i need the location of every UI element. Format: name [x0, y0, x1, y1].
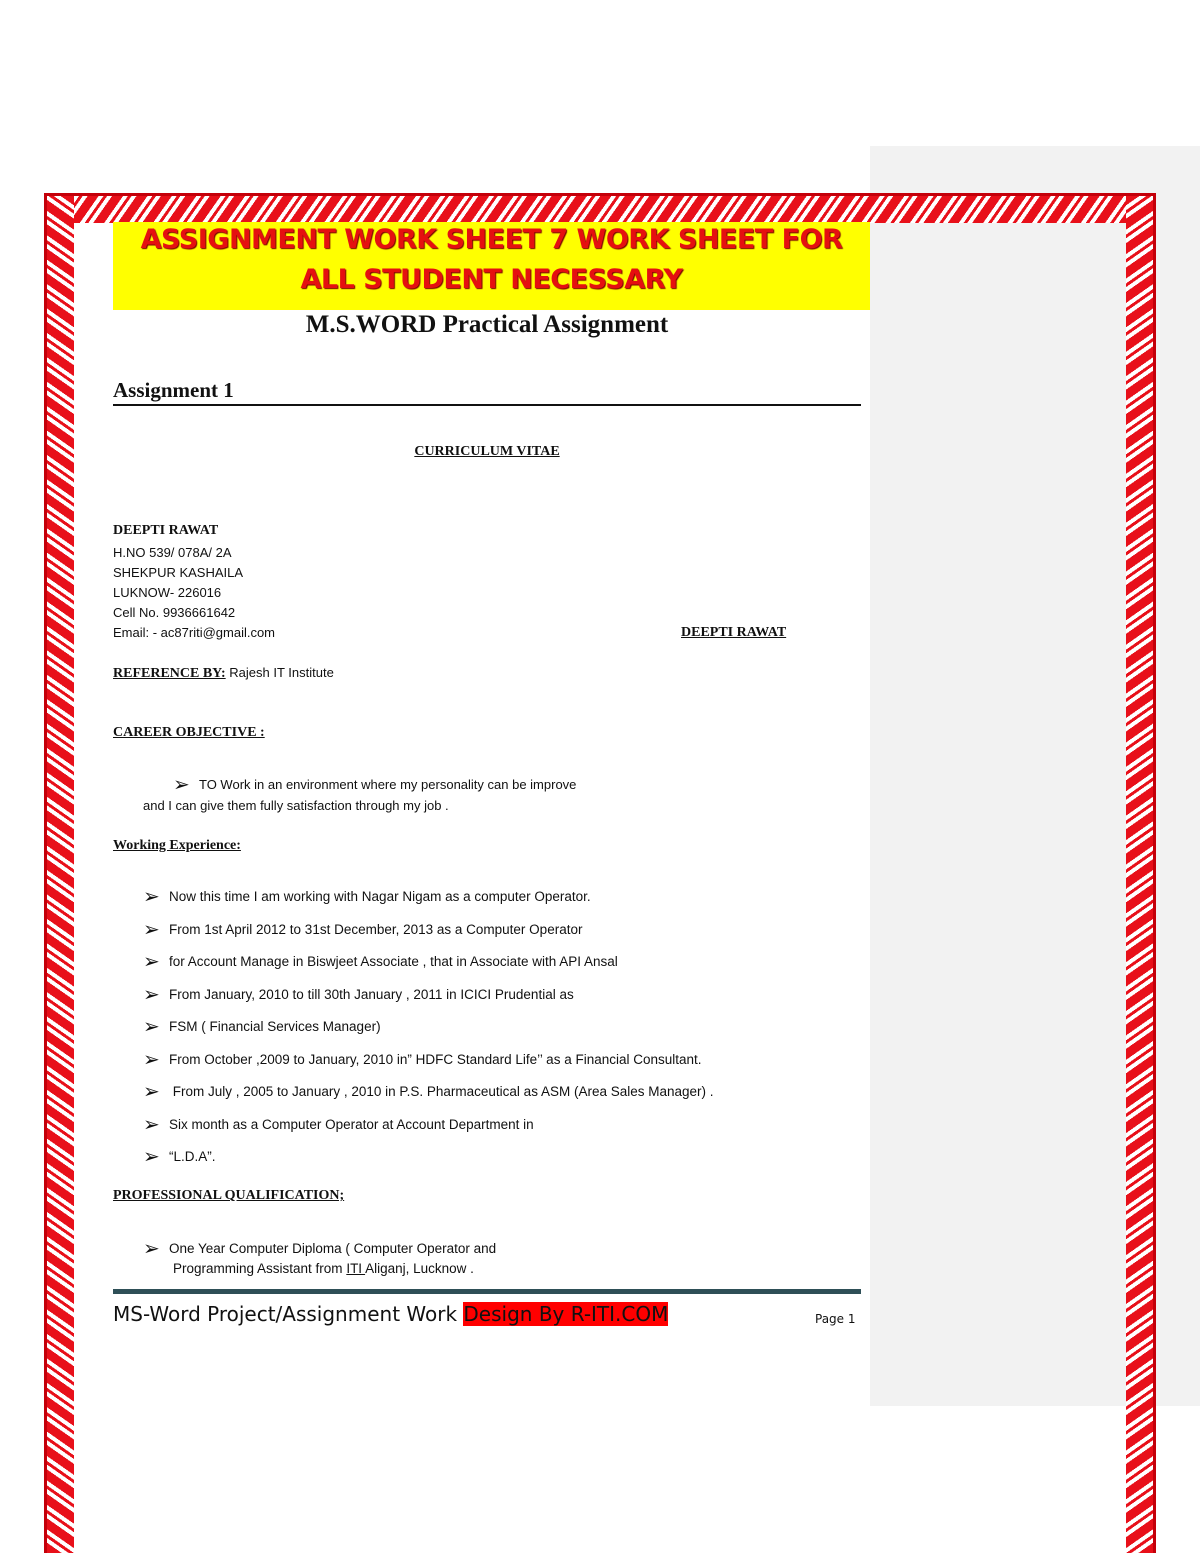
- page-number: Page 1: [815, 1312, 856, 1326]
- reference-label: REFERENCE BY:: [113, 666, 226, 681]
- arrow-bullet-icon: ➢: [143, 982, 160, 1006]
- page-border-edge-top: [44, 193, 1156, 196]
- banner-line-2: ALL STUDENT NECESSARY: [300, 264, 683, 295]
- list-item: [143, 917, 582, 941]
- list-item: [143, 1079, 714, 1103]
- address-line: H.NO 539/ 078A/ 2A: [113, 545, 232, 560]
- footer: [113, 1302, 668, 1326]
- list-item-text: for Account Manage in Biswjeet Associate , that in Associate with API Ansal: [169, 954, 618, 969]
- list-item: [143, 1236, 496, 1260]
- list-item-text: “L.D.A”.: [169, 1149, 216, 1164]
- arrow-bullet-icon: ➢: [173, 772, 190, 796]
- banner-line-1: ASSIGNMENT WORK SHEET 7 WORK SHEET FOR: [140, 224, 843, 255]
- arrow-bullet-icon: ➢: [143, 1112, 160, 1136]
- list-item-text: From October ,2009 to January, 2010 in” HDFC Standard Life’’ as a Financial Consultant.: [169, 1052, 702, 1067]
- footer-rule: [113, 1289, 861, 1294]
- list-item-text: FSM ( Financial Services Manager): [169, 1019, 381, 1034]
- list-item: [143, 884, 591, 908]
- list-item: [143, 1014, 381, 1038]
- list-item-text: Now this time I am working with Nagar Nigam as a computer Operator.: [169, 889, 591, 904]
- page-subtitle: M.S.WORD Practical Assignment: [305, 311, 669, 338]
- assignment-heading: Assignment 1: [113, 378, 861, 406]
- list-item-text: From July , 2005 to January , 2010 in P.S. Pharmaceutical as ASM (Area Sales Manager) .: [169, 1084, 714, 1099]
- email-line: Email: - ac87riti@gmail.com: [113, 625, 276, 640]
- working-experience-heading: Working Experience:: [113, 838, 241, 853]
- career-objective-heading: CAREER OBJECTIVE :: [113, 725, 265, 740]
- list-item: [143, 1144, 216, 1168]
- page-border-left: [46, 195, 74, 1553]
- arrow-bullet-icon: ➢: [143, 1236, 160, 1260]
- cv-title: CURRICULUM VITAE: [414, 444, 560, 459]
- address-line: LUKNOW- 226016: [113, 585, 222, 600]
- list-item: [143, 1047, 702, 1071]
- title-banner: [113, 222, 870, 310]
- arrow-bullet-icon: ➢: [143, 1014, 160, 1038]
- arrow-bullet-icon: ➢: [143, 949, 160, 973]
- arrow-bullet-icon: ➢: [143, 1079, 160, 1103]
- cell-number: Cell No. 9936661642: [113, 605, 236, 620]
- qualification-text-end: Aliganj, Lucknow .: [365, 1261, 474, 1276]
- list-item: [143, 949, 618, 973]
- arrow-bullet-icon: ➢: [143, 917, 160, 941]
- address-line: SHEKPUR KASHAILA: [113, 565, 244, 580]
- career-line-1: [173, 772, 576, 796]
- reference-value: Rajesh IT Institute: [225, 665, 334, 680]
- reference-row: [113, 665, 334, 682]
- career-text-1: TO Work in an environment where my personality can be improve: [199, 777, 577, 792]
- candidate-name: DEEPTI RAWAT: [113, 523, 219, 538]
- list-item-text: One Year Computer Diploma ( Computer Operator and: [169, 1241, 497, 1256]
- arrow-bullet-icon: ➢: [143, 1047, 160, 1071]
- career-text-2: and I can give them fully satisfaction through my job .: [143, 798, 449, 813]
- list-item-text: Six month as a Computer Operator at Account Department in: [169, 1117, 534, 1132]
- qualification-line-2: [173, 1261, 474, 1276]
- qualification-text: Programming Assistant from: [173, 1261, 347, 1276]
- arrow-bullet-icon: ➢: [143, 1144, 160, 1168]
- page-border-top: [46, 195, 1154, 223]
- list-item: [143, 1112, 534, 1136]
- list-item-text: From 1st April 2012 to 31st December, 2013 as a Computer Operator: [169, 922, 583, 937]
- footer-text: MS-Word Project/Assignment Work: [113, 1302, 464, 1326]
- qualification-iti: ITI: [346, 1261, 366, 1276]
- page-border-edge-right: [1153, 195, 1156, 1553]
- arrow-bullet-icon: ➢: [143, 884, 160, 908]
- page-border-right: [1126, 195, 1154, 1553]
- signature-name: DEEPTI RAWAT: [681, 625, 787, 640]
- list-item: [143, 982, 574, 1006]
- page-border-edge-left: [44, 195, 47, 1553]
- professional-qualification-heading: PROFESSIONAL QUALIFICATION;: [113, 1188, 345, 1203]
- footer-highlight: Design By R-ITI.COM: [463, 1302, 669, 1326]
- list-item-text: From January, 2010 to till 30th January , 2011 in ICICI Prudential as: [169, 987, 574, 1002]
